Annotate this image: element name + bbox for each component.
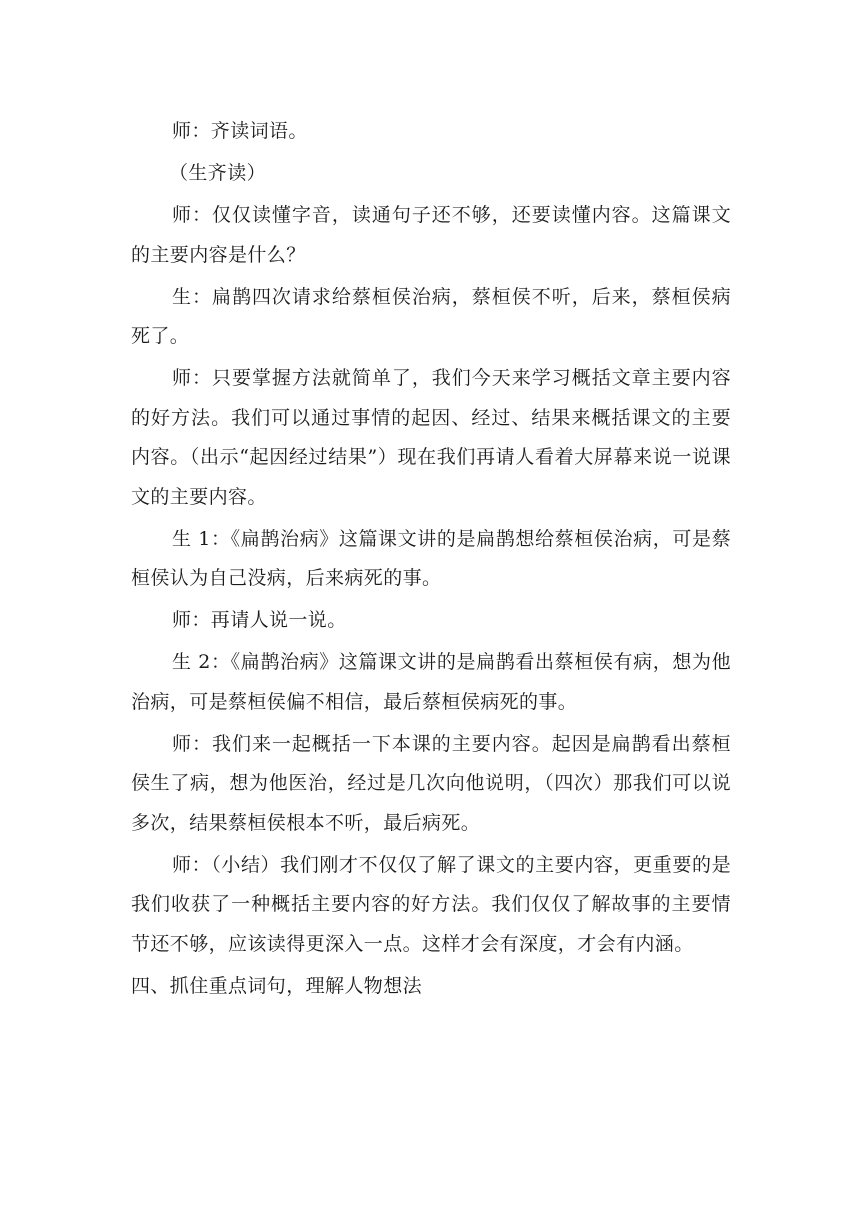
paragraph-5: 师：只要掌握方法就简单了，我们今天来学习概括文章主要内容的好方法。我们可以通过事情的起因、经过、结果来概括课文的主要内容。（出示“起因经过结果”）现在我们再请人看着大屏幕来说一说课文的主要内容。 (131, 367, 731, 508)
paragraph-3: 师：仅仅读懂字音，读通句子还不够，还要读懂内容。这篇课文的主要内容是什么？ (131, 204, 731, 266)
paragraph-8: 生 2：《扁鹊治病》这篇课文讲的是扁鹊看出蔡桓侯有病，想为他治病，可是蔡桓侯偏不相信，最后蔡桓侯病死的事。 (131, 651, 731, 713)
paragraph-2: （生齐读） (169, 162, 267, 184)
paragraph-6: 生 1：《扁鹊治病》这篇课文讲的是扁鹊想给蔡桓侯治病，可是蔡桓侯认为自己没病，后来病死的事。 (131, 527, 731, 589)
paragraph-7: 师：再请人说一说。 (172, 609, 347, 631)
paragraph-9: 师：我们来一起概括一下本课的主要内容。起因是扁鹊看出蔡桓侯生了病，想为他医治，经过是几次向他说明，（四次）那我们可以说多次，结果蔡桓侯根本不听，最后病死。 (131, 732, 731, 834)
paragraph-4: 生：扁鹊四次请求给蔡桓侯治病，蔡桓侯不听，后来，蔡桓侯病死了。 (131, 285, 731, 347)
paragraph-10: 师：（小结）我们刚才不仅仅了解了课文的主要内容，更重要的是我们收获了一种概括主要内容的好方法。我们仅仅了解故事的主要情节还不够，应该读得更深入一点。这样才会有深度，才会有内涵。 (131, 853, 731, 955)
paragraph-1: 师：齐读词语。 (172, 120, 308, 142)
section-heading: 四、抓住重点词句，理解人物想法 (131, 974, 423, 997)
document-body (131, 112, 731, 1009)
